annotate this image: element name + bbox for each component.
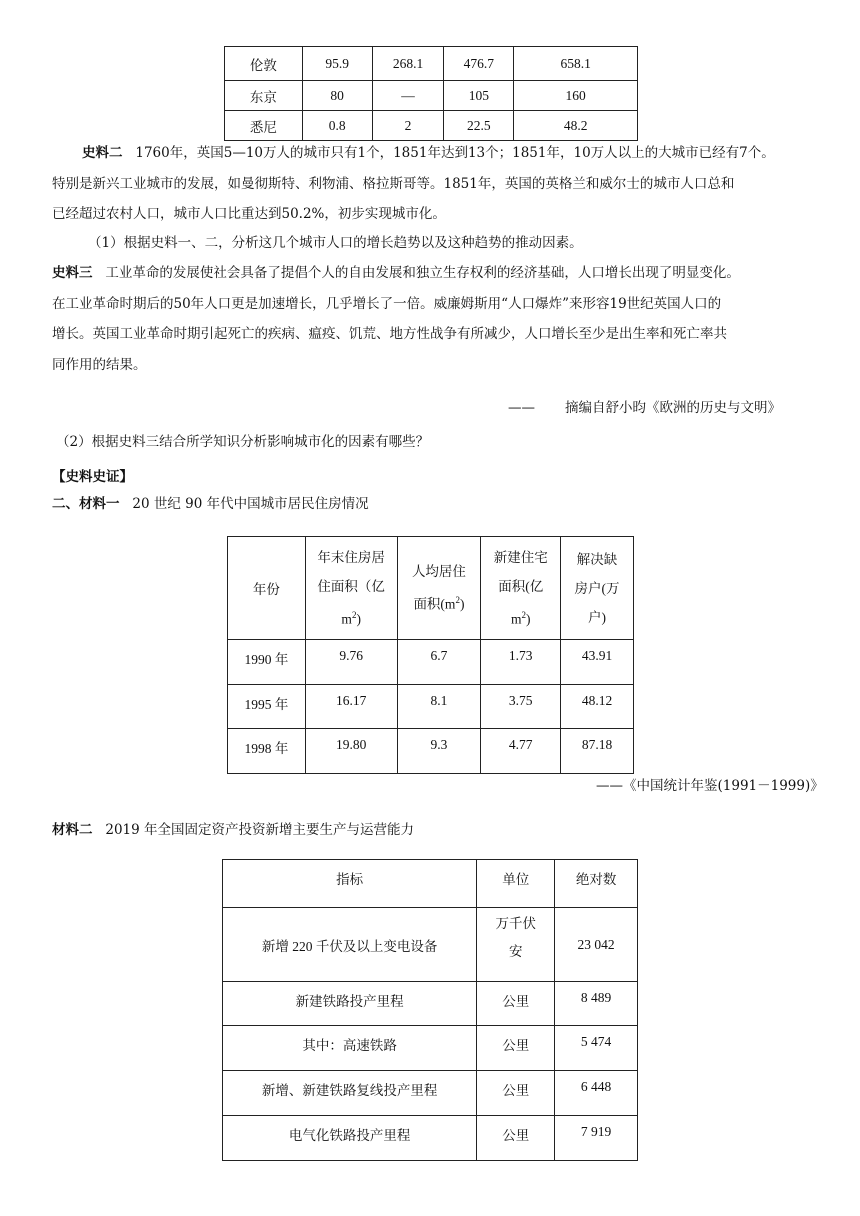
table-row	[225, 81, 638, 111]
city-name: 伦敦	[225, 47, 303, 81]
table-cell: 658.1	[514, 47, 638, 81]
table-row	[223, 1116, 638, 1161]
source2-text: 特别是新兴工业城市的发展，如曼彻斯特、利物浦、格拉斯哥等。1851年，英国的英格兰和威尔士的城市人口总和	[52, 175, 735, 192]
year-cell: 1998 年	[228, 729, 306, 774]
table-cell: 0.8	[302, 111, 372, 141]
material2-heading	[52, 818, 414, 838]
table-row	[225, 111, 638, 141]
unit-cell	[477, 908, 555, 982]
city-name: 悉尼	[225, 111, 303, 141]
table-cell: 16.17	[305, 685, 397, 729]
source2-paragraph	[52, 138, 822, 230]
table-cell: 80	[302, 81, 372, 111]
header-line: 解决缺	[576, 551, 618, 567]
header-line: 面积$(m^2)$	[413, 595, 465, 612]
header-line: 新建住宅	[493, 549, 548, 565]
value-cell: 6 448	[555, 1071, 638, 1116]
source3-citation	[508, 396, 781, 416]
header-unit: 单位	[477, 860, 555, 908]
table-cell: 19.80	[305, 729, 397, 774]
value-cell: 23 042	[555, 908, 638, 982]
indicator-cell: 新增 220 千伏及以上变电设备	[223, 908, 477, 982]
source3-text: 在工业革命时期后的50年人口更是加速增长，几乎增长了一倍。威廉姆斯用“人口爆炸”来形容19世纪英国人口的	[52, 295, 722, 312]
source2-text: 已经超过农村人口，城市人口比重达到50.2%，初步实现城市化。	[52, 206, 446, 222]
header-line: 户)	[588, 609, 607, 625]
table-cell: 476.7	[444, 47, 514, 81]
material2-title: 2019 年全国固定资产投资新增主要生产与运营能力	[105, 822, 415, 838]
question-2: （2）根据史料三结合所学知识分析影响城市化的因素有哪些？	[56, 434, 430, 450]
unit-line: 万千伏	[495, 916, 536, 931]
table-cell: 3.75	[481, 685, 561, 729]
source3-text: 同作用的结果。	[52, 356, 147, 373]
header-year: 年份	[228, 537, 306, 640]
header-households	[561, 537, 634, 640]
header-line: 房户(万	[574, 580, 620, 596]
header-line: $m^2$)	[510, 609, 531, 627]
header-line: $m^2$)	[341, 609, 361, 627]
table-cell: 87.18	[561, 729, 634, 774]
table-cell: 95.9	[302, 47, 372, 81]
table-header-row	[228, 537, 634, 640]
material1-label: 二、材料一	[52, 496, 120, 512]
citation-text: 摘编自舒小昀《欧洲的历史与文明》	[565, 400, 781, 416]
unit-cell: 公里	[477, 1026, 555, 1071]
table-cell: 2	[372, 111, 444, 141]
table-cell: 268.1	[372, 47, 444, 81]
table-row	[223, 908, 638, 982]
table-cell: 105	[444, 81, 514, 111]
table-cell: —	[372, 81, 444, 111]
header-line: 面积(亿	[498, 578, 544, 594]
table-cell: 9.3	[397, 729, 481, 774]
header-value: 绝对数	[555, 860, 638, 908]
table-row	[223, 1026, 638, 1071]
city-name: 东京	[225, 81, 303, 111]
source2-text: 1760年，英国5—10万人的城市只有1个，1851年达到13个；1851年，10万人以上的大城市已经有7个。	[135, 145, 775, 161]
table-cell: 43.91	[561, 640, 634, 685]
indicator-cell: 新增、新建铁路复线投产里程	[223, 1071, 477, 1116]
table-row	[228, 640, 634, 685]
value-cell: 5 474	[555, 1026, 638, 1071]
value-cell: 8 489	[555, 982, 638, 1026]
source3-label: 史料三	[52, 265, 93, 281]
year-cell: 1995 年	[228, 685, 306, 729]
header-line: 住面积（亿	[317, 578, 385, 594]
table-header-row	[223, 860, 638, 908]
source3-text: 工业革命的发展使社会具备了提倡个人的自由发展和独立生存权利的经济基础，人口增长出现了明显变化。	[105, 265, 740, 281]
material1-heading	[52, 492, 369, 512]
table-cell: 4.77	[481, 729, 561, 774]
capacity-table	[222, 859, 638, 1161]
source3-text: 增长。英国工业革命时期引起死亡的疾病、瘟疫、饥荒、地方性战争有所减少，人口增长至少是出生率和死亡率共	[52, 326, 727, 342]
housing-table	[227, 536, 634, 774]
table-cell: 22.5	[444, 111, 514, 141]
indicator-cell: 新建铁路投产里程	[223, 982, 477, 1026]
unit-cell: 公里	[477, 982, 555, 1026]
source3-paragraph	[52, 258, 822, 380]
header-line: 人均居住	[411, 564, 466, 580]
indicator-cell: 电气化铁路投产里程	[223, 1116, 477, 1161]
header-new-housing	[481, 537, 561, 640]
year-cell: 1990 年	[228, 640, 306, 685]
table-row	[223, 982, 638, 1026]
table-cell: 48.2	[514, 111, 638, 141]
unit-cell: 公里	[477, 1116, 555, 1161]
header-housing-area	[305, 537, 397, 640]
table-row	[228, 729, 634, 774]
indicator-cell: 其中：高速铁路	[223, 1026, 477, 1071]
header-line: 年末住房居	[317, 549, 385, 565]
city-population-table	[224, 46, 638, 141]
table-cell: 9.76	[305, 640, 397, 685]
table-row	[228, 685, 634, 729]
header-per-capita	[397, 537, 481, 640]
source2-label: 史料二	[82, 145, 123, 161]
table-cell: 6.7	[397, 640, 481, 685]
material1-title: 20 世纪 90 年代中国城市居民住房情况	[132, 496, 369, 512]
table-row	[225, 47, 638, 81]
material2-label: 材料二	[52, 822, 93, 838]
header-indicator: 指标	[223, 860, 477, 908]
value-cell: 7 919	[555, 1116, 638, 1161]
table-cell: 1.73	[481, 640, 561, 685]
table-cell: 48.12	[561, 685, 634, 729]
citation-dash: ——	[508, 400, 535, 416]
section-heading: 【史料史证】	[52, 469, 133, 485]
material1-citation: ——《中国统计年鉴(1991－1999)》	[596, 778, 824, 794]
question-1: （1）根据史料一、二，分析这几个城市人口的增长趋势以及这种趋势的推动因素。	[88, 235, 583, 251]
table-cell: 8.1	[397, 685, 481, 729]
table-cell: 160	[514, 81, 638, 111]
unit-cell: 公里	[477, 1071, 555, 1116]
unit-line: 安	[509, 944, 523, 959]
table-row	[223, 1071, 638, 1116]
